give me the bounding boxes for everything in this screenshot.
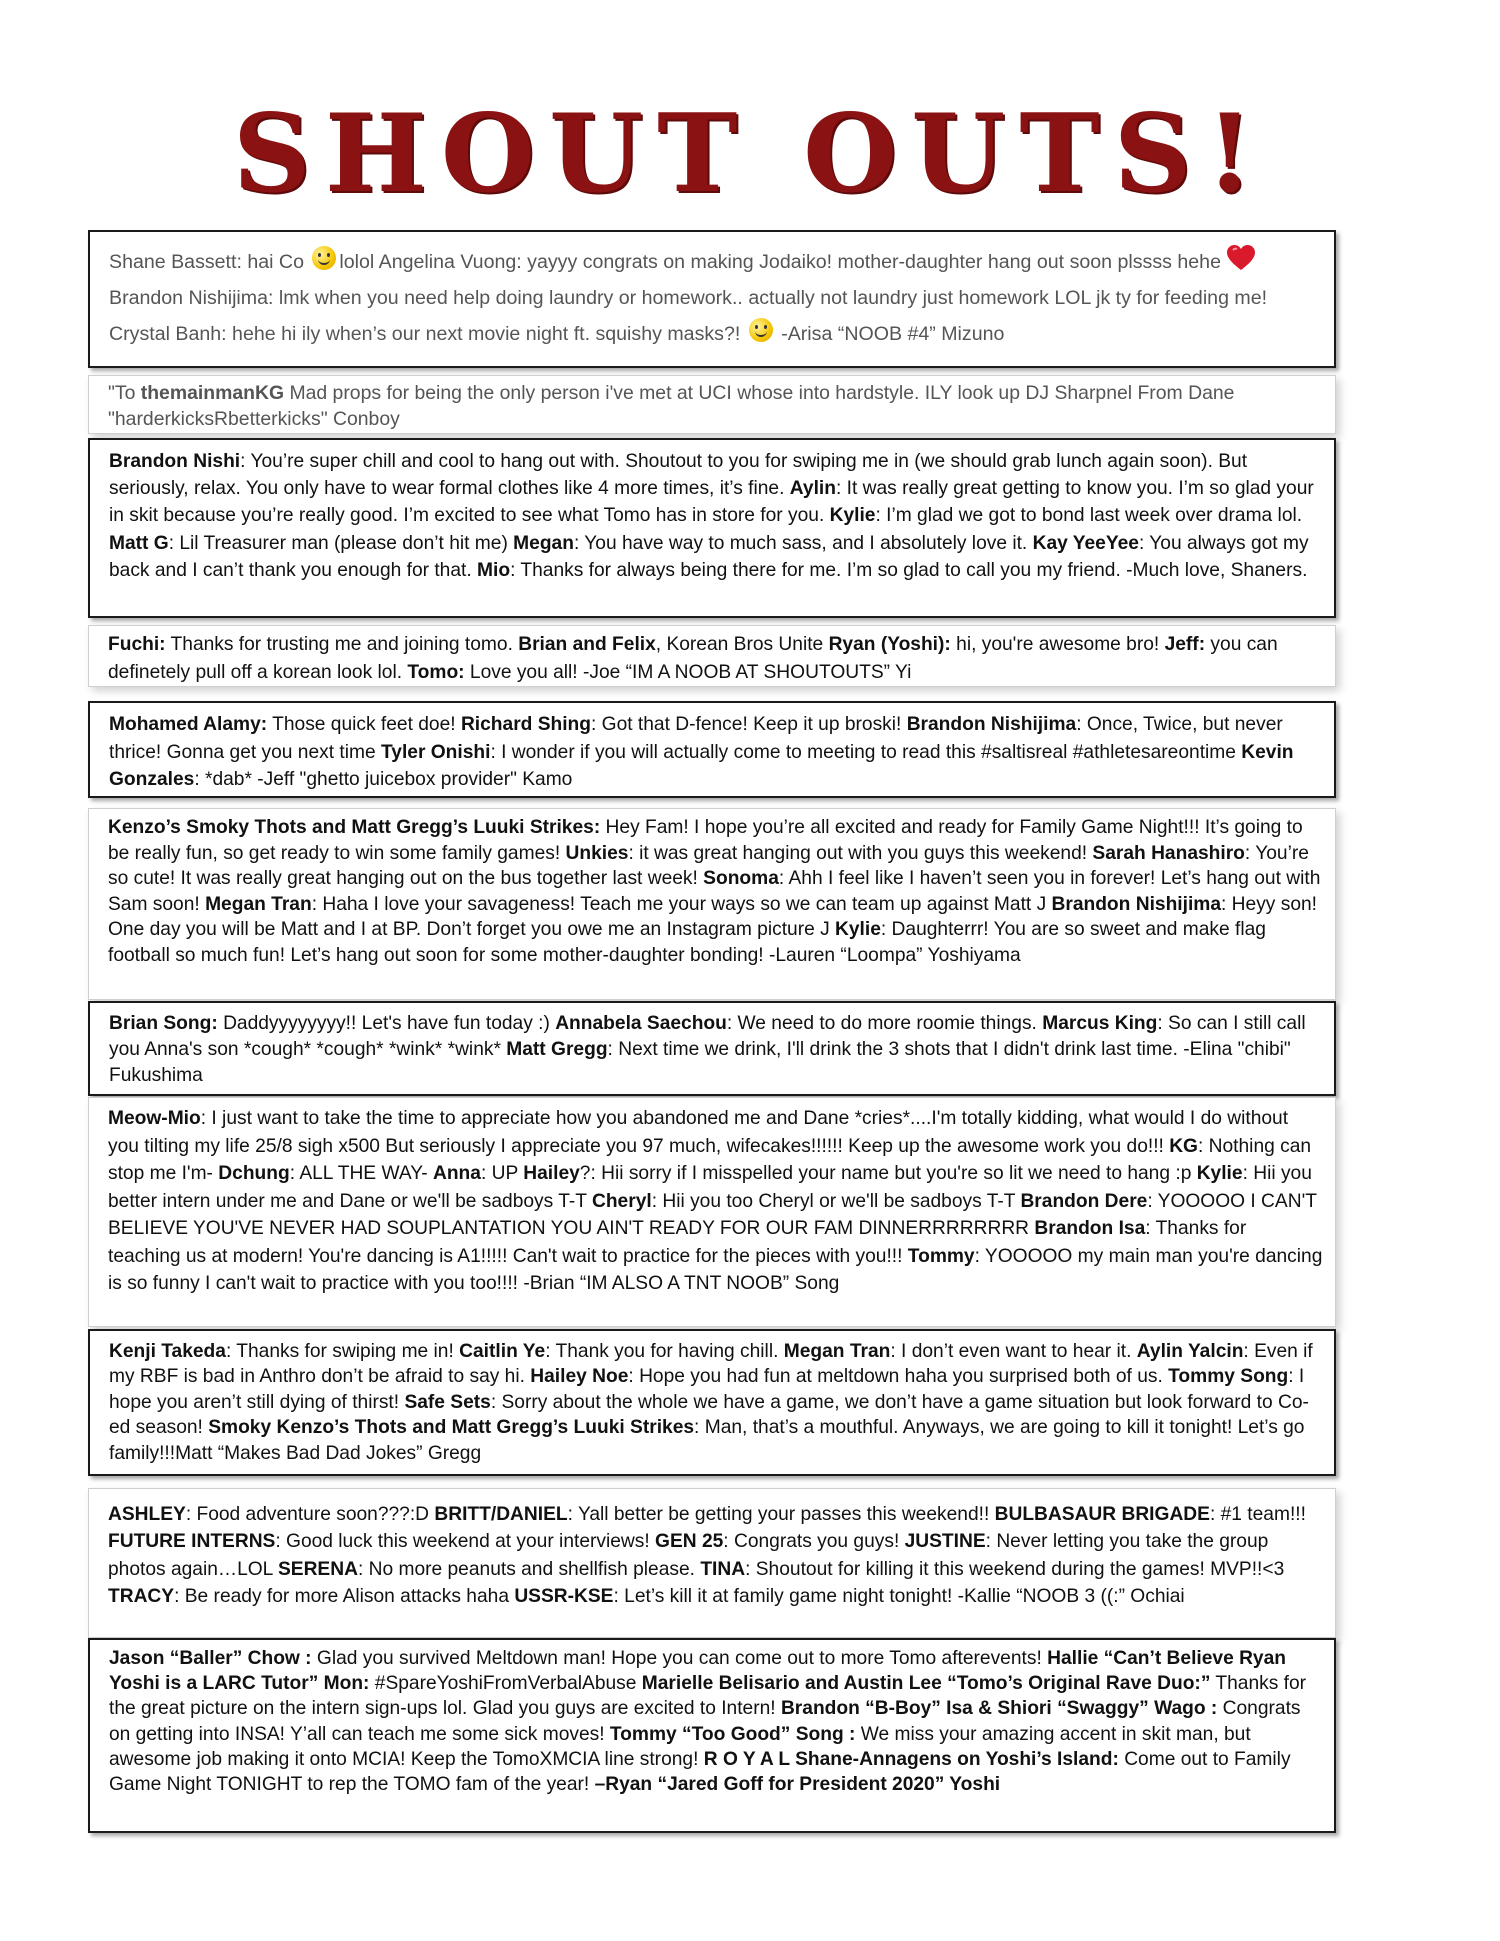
recipient-name: Ryan (Yoshi): [828,634,951,655]
recipient-name: Safe Sets [404,1391,491,1413]
recipient-name: Tomo: [407,661,465,683]
recipient-name: themainmanKG [140,382,285,404]
recipient-name: Dchung [218,1163,290,1184]
shoutout-text: Brian Song: Daddyyyyyyyy!! Let's have fun today :) Annabela Saechou: We need to do more roomie things. Marcus King: So can I still call you Anna's son *cough* *cough* *wink* *wink* Matt Gregg: Next time we drink, I'll drink the 3 shots that I didn't drink last time. -Elina "chibi" Fukushima [109,1013,1306,1086]
recipient-name: Hailey [523,1163,580,1184]
recipient-name: JUSTINE [904,1531,986,1553]
recipient-name: Mohamed Alamy: [109,714,268,735]
recipient-name: Tyler Onishi [380,741,491,763]
recipient-name: Caitlin Ye [459,1341,546,1362]
recipient-name: Richard Shing [460,714,591,735]
recipient-name: TRACY [108,1586,175,1608]
shoutout-box-3 [88,438,1336,618]
shoutout-text-segment: -Arisa “NOOB #4” Mizuno [775,323,1005,345]
recipient-name: Hallie “Can’t Believe Ryan Yoshi is a LARC Tutor” Mon: [109,1648,1286,1695]
recipient-name: Aylin Yalcin [1136,1341,1244,1362]
shoutout-text-segment: Brandon Nishijima: lmk when you need help doing laundry or homework.. actually not laundry just homework LOL jk ty for feeding me! Crystal Banh: hehe hi ily when’s our next movie night ft. squishy masks?! [109,287,1268,345]
recipient-name: USSR-KSE [514,1586,614,1608]
recipient-name: Kylie [1196,1163,1243,1184]
shoutout-text: ASHLEY: Food adventure soon???:D BRITT/DANIEL: Yall better be getting your passes this weekend!! BULBASAUR BRIGADE: #1 team!!! FUTURE INTERNS: Good luck this weekend at your interviews! GEN 25: Congrats you guys! JUSTINE: Never letting you take the group photos again…LOL SERENA: No more peanuts and shellfish please. TINA: Shoutout for killing it this weekend during the games! MVP!!<3 TRACY: Be ready for more Alison attacks haha USSR-KSE: Let’s kill it at family game night tonight! -Kallie “NOOB 3 ((:” Ochiai [108,1504,1306,1608]
recipient-name: FUTURE INTERNS [108,1531,276,1553]
shoutout-box-7 [88,1001,1336,1096]
recipient-name: Kenji Takeda [109,1341,226,1362]
heart-icon [1226,244,1256,272]
recipient-name: Megan Tran [205,893,312,915]
shoutout-text: Jason “Baller” Chow : Glad you survived Meltdown man! Hope you can come out to more Tomo afterevents! Hallie “Can’t Believe Ryan Yoshi is a LARC Tutor” Mon: #SpareYoshiFromVerbalAbuse Marielle Belisario and Austin Lee “Tomo’s Original Rave Duo:” Thanks for the great picture on the intern sign-ups lol. Glad you guys are excited to Intern! Brandon “B-Boy” Isa & Shiori “Swaggy” Wago : Congrats on getting into INSA! Y’all can teach me some sick moves! Tommy “Too Good” Song : We miss your amazing accent in skit man, but awesome job making it onto MCIA! Keep the TomoXMCIA line strong! R O Y A L Shane-Annagens on Yoshi’s Island: Come out to Family Game Night TONIGHT to rep the TOMO fam of the year! –Ryan “Jared Goff for President 2020” Yoshi [109,1648,1307,1796]
shoutout-text: Fuchi: Thanks for trusting me and joining tomo. Brian and Felix, Korean Bros Unite Ryan (Yoshi): hi, you're awesome bro! Jeff: you can definetely pull off a korean look lol. Tomo: Love you all! -Joe “IM A NOOB AT SHOUTOUTS” Yi [108,634,1278,683]
recipient-name: Brian and Felix [518,634,656,655]
recipient-name: R O Y A L Shane-Annagens on Yoshi’s Island: [703,1748,1119,1770]
recipient-name: Brandon Nishi [109,451,241,472]
recipient-name: Brandon Nishijima [906,714,1077,735]
recipient-name: Hailey Noe [530,1366,629,1388]
recipient-name: Sonoma [703,868,779,890]
recipient-name: TINA [700,1558,746,1580]
recipient-name: Smoky Kenzo’s Thots and Matt Gregg’s Luuki Strikes [208,1417,695,1439]
page-title: SHOUT OUTS! [232,91,1268,217]
recipient-name: Kylie [835,919,881,941]
recipient-name: Kylie [829,505,876,527]
recipient-name: Brian Song: [109,1013,218,1034]
recipient-name: Kay YeeYee [1032,532,1139,554]
shoutout-box-1 [88,230,1336,368]
shoutout-text: "To themainmanKG Mad props for being the only person i've met at UCI whose into hardstyle. ILY look up DJ Sharpnel From Dane "harderkicksRbetterkicks" Conboy [108,382,1235,430]
recipient-name: Marcus King [1042,1013,1158,1034]
shoutout-box-4 [88,625,1336,687]
smiley-icon [749,318,773,342]
recipient-name: Cheryl [591,1190,652,1212]
shoutout-box-6 [88,808,1336,1000]
shoutout-box-8 [88,1097,1336,1327]
shoutout-text: Brandon Nishi: You’re super chill and cool to hang out with. Shoutout to you for swiping me in (we should grab lunch again soon). But seriously, relax. You only have to wear formal clothes like 4 more times, it’s fine. Aylin: It was really great getting to know you. I’m so glad your in skit because you’re really good. I’m excited to see what Tomo has in store for you. Kylie: I’m glad we got to bond last week over drama lol. Matt G: Lil Treasurer man (please don’t hit me) Megan: You have way to much sass, and I absolutely love it. Kay YeeYee: You always got my back and I can’t thank you enough for that. Mio: Thanks for always being there for me. I’m so glad to call you my friend. -Much love, Shaners. [109,451,1314,581]
recipient-name: Anna [432,1163,481,1184]
smiley-icon [312,246,336,270]
recipient-name: Marielle Belisario and Austin Lee “Tomo’s Original Rave Duo:” [641,1673,1211,1695]
shoutout-text-segment: Shane Bassett: hai Co [109,251,310,273]
recipient-name: Annabela Saechou [555,1013,727,1034]
recipient-name: Tommy [907,1245,975,1267]
recipient-name: Unkies [565,842,629,864]
recipient-name: Matt Gregg [506,1039,608,1060]
shoutout-text [109,244,1322,352]
recipient-name: KG [1169,1135,1198,1157]
recipient-name: Mio [477,559,511,581]
recipient-name: ASHLEY [108,1504,186,1525]
recipient-name: Jason “Baller” Chow : [109,1648,312,1669]
shoutout-text: Kenzo’s Smoky Thots and Matt Gregg’s Luuki Strikes: Hey Fam! I hope you’re all excited and ready for Family Game Night!!! It’s going to be really fun, so get ready to win some family games! Unkies: it was great hanging out with you guys this weekend! Sarah Hanashiro: You’re so cute! It was really great hanging out on the bus together last week! Sonoma: Ahh I feel like I haven’t seen you in forever! Let’s hang out with Sam soon! Megan Tran: Haha I love your savageness! Teach me your ways so we can team up against Matt J Brandon Nishijima: Heyy son! One day you will be Matt and I at BP. Don’t forget you owe me an Instagram picture J Kylie: Daughterrr! You are so sweet and make flag football so much fun! Let’s hang out soon for some mother-daughter bonding! -Lauren “Loompa” Yoshiyama [108,817,1321,966]
shoutout-text: Kenji Takeda: Thanks for swiping me in! Caitlin Ye: Thank you for having chill. Megan Tran: I don’t even want to hear it. Aylin Yalcin: Even if my RBF is bad in Anthro don’t be afraid to say hi. Hailey Noe: Hope you had fun at meltdown haha you surprised both of us. Tommy Song: I hope you aren’t still dying of thirst! Safe Sets: Sorry about the whole we have a game, we don’t have a game situation but look forward to Co-ed season! Smoky Kenzo’s Thots and Matt Gregg’s Luuki Strikes: Man, that’s a mouthful. Anyways, we are going to kill it tonight! Let’s go family!!!Matt “Makes Bad Dad Jokes” Gregg [109,1341,1313,1464]
shoutout-box-10 [88,1488,1336,1638]
recipient-name: Kenzo’s Smoky Thots and Matt Gregg’s Luuki Strikes: [108,817,601,838]
recipient-name: GEN 25 [655,1531,724,1553]
recipient-name: Aylin [789,478,836,500]
signature: –Ryan “Jared Goff for President 2020” Yoshi [594,1774,1001,1796]
shoutout-text: Meow-Mio: I just want to take the time to appreciate how you abandoned me and Dane *cries*....I'm totally kidding, what would I do without you tilting my life 25/8 sigh x500 But seriously I appreciate you 97 much, wifecakes!!!!!! Keep up the awesome work you do!!! KG: Nothing can stop me I'm- Dchung: ALL THE WAY- Anna: UP Hailey?: Hii sorry if I misspelled your name but you're so lit we need to hang :p Kylie: Hii you better intern under me and Dane or we'll be sadboys T-T Cheryl: Hii you too Cheryl or we'll be sadboys T-T Brandon Dere: YOOOOO I CAN'T BELIEVE YOU'VE NEVER HAD SOUPLANTATION YOU AIN'T READY FOR OUR FAM DINNERRRRRRRR Brandon Isa: Thanks for teaching us at modern! You're dancing is A1!!!!! Can't wait to practice for the pieces with you!!! Tommy: YOOOOO my main man you're dancing is so funny I can't wait to practice with you too!!!! -Brian “IM ALSO A TNT NOOB” Song [108,1108,1323,1294]
recipient-name: SERENA [277,1558,358,1580]
shoutout-text: Mohamed Alamy: Those quick feet doe! Richard Shing: Got that D-fence! Keep it up broski! Brandon Nishijima: Once, Twice, but never thrice! Gonna get you next time Tyler Onishi: I wonder if you will actually come to meeting to read this #saltisreal #athletesareontime Kevin Gonzales: *dab* -Jeff "ghetto juicebox provider" Kamo [109,714,1294,790]
shoutout-text-segment: lolol Angelina Vuong: yayyy congrats on making Jodaiko! mother-daughter hang out soon plssss hehe [339,251,1227,273]
recipient-name: BRITT/DANIEL [434,1504,568,1525]
recipient-name: Fuchi: [108,634,166,655]
recipient-name: BULBASAUR BRIGADE [994,1504,1210,1525]
recipient-name: Megan [513,532,574,554]
recipient-name: Brandon “B-Boy” Isa & Shiori “Swaggy” Wago : [780,1698,1218,1720]
recipient-name: Megan Tran [783,1341,891,1362]
shoutout-box-5 [88,701,1336,798]
recipient-name: Kevin Gonzales [109,741,1294,790]
recipient-name: Brandon Nishijima [1051,893,1222,915]
shoutout-box-2 [88,375,1336,434]
recipient-name: Sarah Hanashiro [1092,842,1245,864]
recipient-name: Meow-Mio [108,1108,201,1129]
recipient-name: Brandon Dere [1020,1190,1148,1212]
recipient-name: Tommy “Too Good” Song : [609,1723,856,1745]
recipient-name: Tommy Song [1168,1366,1289,1388]
shoutout-box-11 [88,1638,1336,1833]
recipient-name: Jeff: [1164,634,1206,655]
shoutout-box-9 [88,1329,1336,1476]
recipient-name: Brandon Isa [1034,1218,1146,1239]
recipient-name: Matt G [109,532,169,554]
